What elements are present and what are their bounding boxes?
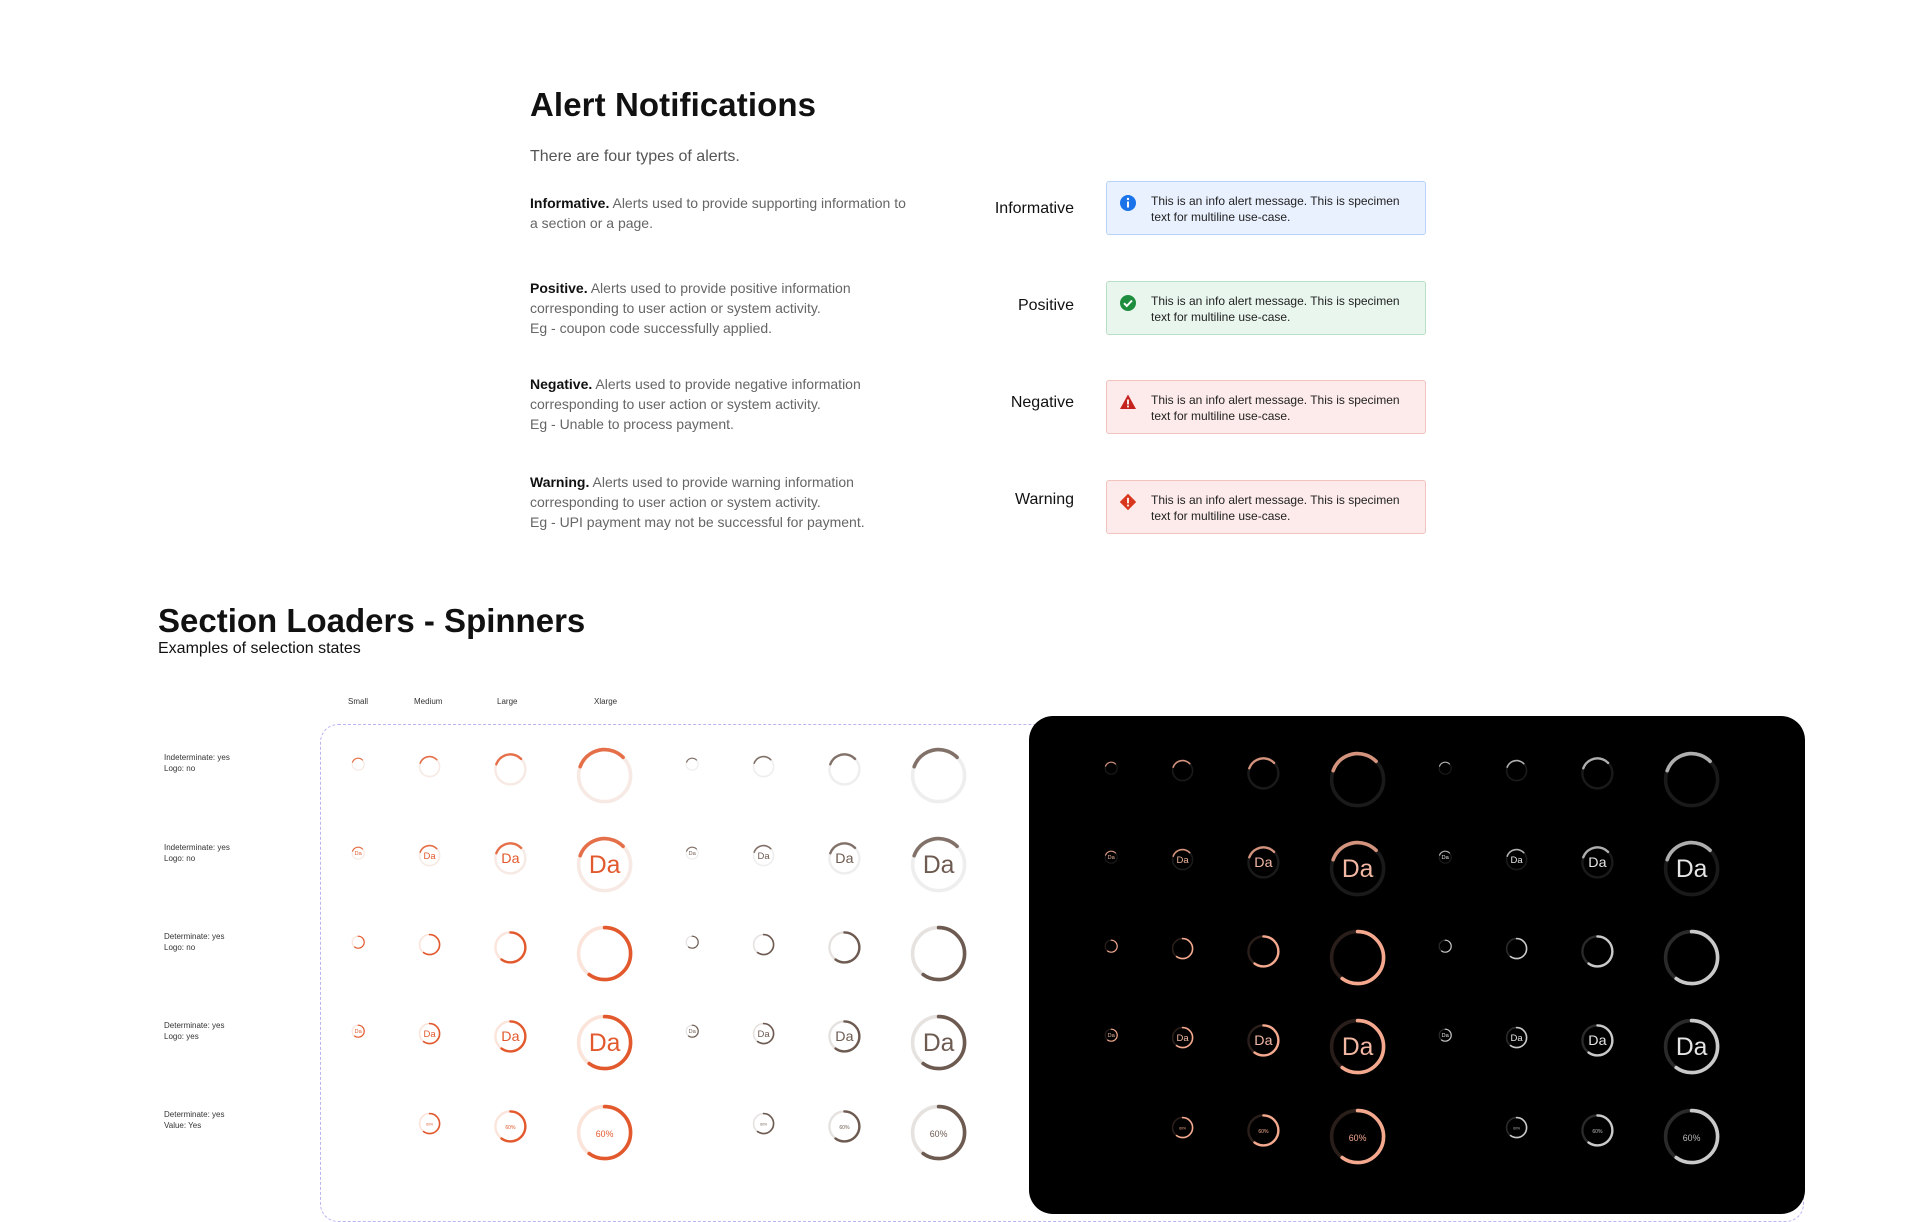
spinner-indeterminate-logo-large <box>1578 843 1617 882</box>
info-alert-message: This is an info alert message. This is specimen text for multiline use-case. <box>1151 194 1400 224</box>
spinner-determinate-xlarge <box>573 922 636 985</box>
progress-value-text: 60% <box>1179 1126 1187 1131</box>
spinner-determinate-xlarge <box>1326 926 1389 989</box>
logo-text: Da <box>1510 1032 1524 1044</box>
informative-desc-title: Informative. <box>530 195 610 211</box>
spinner-indeterminate-medium <box>1503 757 1530 784</box>
spinner-indeterminate-xlarge <box>907 744 970 807</box>
positive-desc-title: Positive. <box>530 280 588 296</box>
negative-alert-message: This is an info alert message. This is specimen text for multiline use-case. <box>1151 393 1400 423</box>
warning-desc-text: Alerts used to provide warning information corresponding to user action or system activity. <box>530 474 854 510</box>
logo-text: Da <box>1587 1033 1607 1050</box>
spinner-determinate-value-large <box>1244 1111 1283 1150</box>
row-label-1-line2: Logo: no <box>164 764 196 773</box>
row-label-5-line2: Value: Yes <box>164 1121 202 1130</box>
spinner-indeterminate-logo-xlarge <box>1660 837 1723 900</box>
logo-text: Da <box>1107 854 1115 861</box>
logo-text: Da <box>1342 856 1374 884</box>
spinner-indeterminate-small <box>349 755 367 773</box>
spinner-determinate-logo-medium <box>750 1020 777 1047</box>
spinner-determinate-value-xlarge <box>1326 1105 1389 1168</box>
progress-value-text: 60% <box>426 1122 434 1127</box>
spinner-indeterminate-xlarge <box>1326 748 1389 811</box>
spinner-indeterminate-logo-medium <box>1503 846 1530 873</box>
spinner-indeterminate-large <box>1244 754 1283 793</box>
logo-text: Da <box>688 850 696 857</box>
spinner-determinate-medium <box>1503 935 1530 962</box>
positive-desc-example: Eg - coupon code successfully applied. <box>530 320 773 336</box>
logo-text: Da <box>1342 1034 1374 1062</box>
logo-text: Da <box>1176 854 1190 866</box>
logo-text: Da <box>1676 856 1708 884</box>
spinner-determinate-logo-small <box>683 1022 701 1040</box>
logo-text: Da <box>589 1030 621 1058</box>
progress-value-text: 60% <box>930 1129 948 1140</box>
spinner-determinate-value-xlarge <box>573 1101 636 1164</box>
spinner-determinate-logo-xlarge <box>573 1011 636 1074</box>
spinner-determinate-xlarge <box>1660 926 1723 989</box>
spinner-indeterminate-xlarge <box>573 744 636 807</box>
spinner-indeterminate-medium <box>750 753 777 780</box>
spinner-determinate-large <box>1578 932 1617 971</box>
spinner-determinate-logo-xlarge <box>907 1011 970 1074</box>
logo-text: Da <box>923 1030 955 1058</box>
spinner-determinate-logo-xlarge <box>1660 1015 1723 1078</box>
spinner-determinate-logo-large <box>491 1017 530 1056</box>
spinner-indeterminate-large <box>1578 754 1617 793</box>
spinner-indeterminate-large <box>491 750 530 789</box>
spinner-indeterminate-small <box>1102 759 1120 777</box>
spinner-indeterminate-logo-small <box>683 844 701 862</box>
spinner-determinate-medium <box>416 931 443 958</box>
spinner-determinate-value-medium <box>1503 1114 1530 1141</box>
logo-text: Da <box>1441 854 1449 861</box>
column-header-small: Small <box>348 697 369 706</box>
logo-text: Da <box>923 852 955 880</box>
informative-label: Informative <box>994 200 1074 217</box>
logo-text: Da <box>423 1028 437 1040</box>
spinner-determinate-value-xlarge <box>1660 1105 1723 1168</box>
spinner-determinate-logo-medium <box>1503 1024 1530 1051</box>
logo-text: Da <box>757 1028 771 1040</box>
spinner-determinate-large <box>1244 932 1283 971</box>
row-label-4-line1: Determinate: yes <box>164 1021 225 1030</box>
negative-desc-example: Eg - Unable to process payment. <box>530 416 734 432</box>
positive-label: Positive <box>1017 297 1074 314</box>
spinner-determinate-logo-small <box>1436 1026 1454 1044</box>
progress-value-text: 60% <box>760 1122 768 1127</box>
spinner-indeterminate-logo-large <box>1244 843 1283 882</box>
progress-value-text: 60% <box>504 1124 516 1131</box>
progress-value-text: 60% <box>1513 1126 1521 1131</box>
spinner-determinate-logo-small <box>349 1022 367 1040</box>
warning-label: Warning <box>1015 491 1074 508</box>
spinner-determinate-small <box>1102 937 1120 955</box>
logo-text: Da <box>757 850 771 862</box>
spinner-indeterminate-logo-xlarge <box>573 833 636 896</box>
row-label-4-line2: Logo: yes <box>164 1032 199 1041</box>
spinner-determinate-small <box>349 933 367 951</box>
spinners-title: Section Loaders - Spinners <box>158 602 586 639</box>
logo-text: Da <box>834 851 854 868</box>
spinner-indeterminate-small <box>1436 759 1454 777</box>
spinner-determinate-medium <box>750 931 777 958</box>
column-header-large: Large <box>497 697 518 706</box>
logo-text: Da <box>423 850 437 862</box>
row-label-2-line2: Logo: no <box>164 854 196 863</box>
alerts-intro: There are four types of alerts. <box>530 148 740 165</box>
spinner-indeterminate-logo-medium <box>750 842 777 869</box>
logo-text: Da <box>1253 1033 1273 1050</box>
negative-desc-text: Alerts used to provide negative information corresponding to user action or system activity. <box>530 376 861 412</box>
spinner-determinate-logo-xlarge <box>1326 1015 1389 1078</box>
row-label-1-line1: Indeterminate: yes <box>164 753 230 762</box>
spinner-determinate-value-medium <box>1169 1114 1196 1141</box>
logo-text: Da <box>589 852 621 880</box>
spinner-indeterminate-small <box>683 755 701 773</box>
column-header-xlarge: Xlarge <box>594 697 618 706</box>
logo-text: Da <box>1510 854 1524 866</box>
row-label-5-line1: Determinate: yes <box>164 1110 225 1119</box>
spinner-determinate-value-large <box>491 1107 530 1146</box>
logo-text: Da <box>1253 855 1273 872</box>
progress-value-text: 60% <box>838 1124 850 1131</box>
spinner-indeterminate-logo-small <box>349 844 367 862</box>
spinner-indeterminate-medium <box>1169 757 1196 784</box>
spinner-indeterminate-logo-small <box>1436 848 1454 866</box>
spinner-determinate-logo-large <box>1578 1021 1617 1060</box>
spinner-determinate-value-xlarge <box>907 1101 970 1164</box>
spinner-determinate-large <box>491 928 530 967</box>
spinner-indeterminate-xlarge <box>1660 748 1723 811</box>
progress-value-text: 60% <box>1683 1133 1701 1144</box>
logo-text: Da <box>1676 1034 1708 1062</box>
spinner-determinate-medium <box>1169 935 1196 962</box>
warning-alert-message: This is an info alert message. This is specimen text for multiline use-case. <box>1151 493 1400 523</box>
logo-text: Da <box>834 1029 854 1046</box>
logo-text: Da <box>500 851 520 868</box>
spinner-determinate-small <box>1436 937 1454 955</box>
spinner-indeterminate-logo-small <box>1102 848 1120 866</box>
spinner-determinate-logo-small <box>1102 1026 1120 1044</box>
row-label-3-line2: Logo: no <box>164 943 196 952</box>
spinner-indeterminate-logo-large <box>491 839 530 878</box>
spinner-determinate-xlarge <box>907 922 970 985</box>
spinner-indeterminate-logo-medium <box>1169 846 1196 873</box>
row-label-2-line1: Indeterminate: yes <box>164 843 230 852</box>
spinner-determinate-logo-large <box>825 1017 864 1056</box>
spinner-indeterminate-logo-large <box>825 839 864 878</box>
negative-label: Negative <box>1010 394 1074 411</box>
logo-text: Da <box>1176 1032 1190 1044</box>
spinner-determinate-value-medium <box>750 1110 777 1137</box>
spinner-indeterminate-medium <box>416 753 443 780</box>
spinners-subtitle: Examples of selection states <box>158 640 361 657</box>
spinner-indeterminate-logo-xlarge <box>1326 837 1389 900</box>
spinner-determinate-value-large <box>1578 1111 1617 1150</box>
spinner-determinate-logo-medium <box>1169 1024 1196 1051</box>
logo-text: Da <box>1441 1032 1449 1039</box>
spinner-determinate-small <box>683 933 701 951</box>
positive-alert-message: This is an info alert message. This is specimen text for multiline use-case. <box>1151 294 1400 324</box>
negative-desc-title: Negative. <box>530 376 593 392</box>
progress-value-text: 60% <box>1349 1133 1367 1144</box>
logo-text: Da <box>1587 855 1607 872</box>
warning-desc-example: Eg - UPI payment may not be successful for payment. <box>530 514 865 530</box>
column-header-medium: Medium <box>414 697 443 706</box>
progress-value-text: 60% <box>596 1129 614 1140</box>
page-title: Alert Notifications <box>530 86 817 123</box>
logo-text: Da <box>354 1028 362 1035</box>
informative-desc-text: Alerts used to provide supporting information to a section or a page. <box>530 195 906 231</box>
spinner-indeterminate-large <box>825 750 864 789</box>
positive-desc-text: Alerts used to provide positive information corresponding to user action or system activity. <box>530 280 851 316</box>
logo-text: Da <box>1107 1032 1115 1039</box>
progress-value-text: 60% <box>1591 1128 1603 1135</box>
logo-text: Da <box>500 1029 520 1046</box>
logo-text: Da <box>354 850 362 857</box>
spinner-determinate-value-medium <box>416 1110 443 1137</box>
spinner-determinate-logo-medium <box>416 1020 443 1047</box>
logo-text: Da <box>688 1028 696 1035</box>
row-label-3-line1: Determinate: yes <box>164 932 225 941</box>
spinner-indeterminate-logo-medium <box>416 842 443 869</box>
spinner-determinate-value-large <box>825 1107 864 1146</box>
warning-desc-title: Warning. <box>530 474 590 490</box>
spinner-determinate-large <box>825 928 864 967</box>
progress-value-text: 60% <box>1257 1128 1269 1135</box>
spinner-indeterminate-logo-xlarge <box>907 833 970 896</box>
spinner-determinate-logo-large <box>1244 1021 1283 1060</box>
